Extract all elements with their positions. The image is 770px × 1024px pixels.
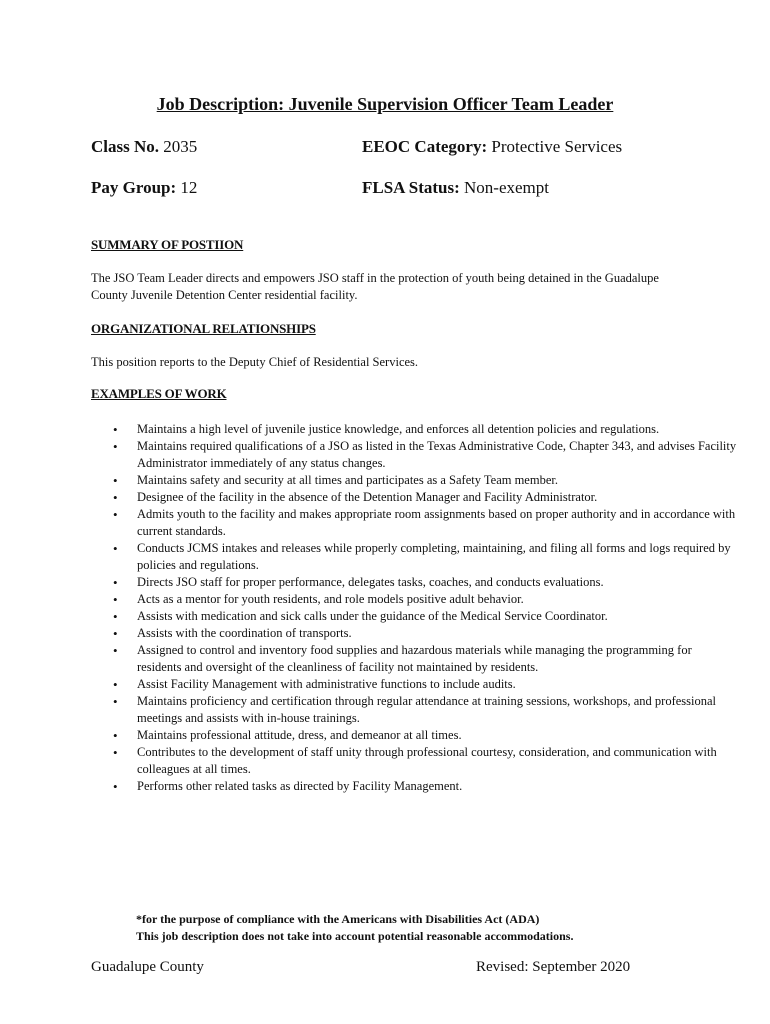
eeoc-category-label: EEOC Category: bbox=[362, 137, 488, 156]
pay-group-label: Pay Group: bbox=[91, 178, 177, 197]
footer-right: Revised: September 2020 bbox=[476, 959, 631, 975]
list-item: • Maintains safety and security at all times and participates as a Safety Team member. bbox=[137, 472, 737, 489]
class-no-field bbox=[91, 137, 197, 157]
org-relationships-heading: ORGANIZATIONAL RELATIONSHIPS bbox=[91, 321, 316, 336]
list-item: • Assist Facility Management with administrative functions to include audits. bbox=[137, 676, 737, 693]
flsa-status-field bbox=[362, 178, 549, 198]
list-item: • Acts as a mentor for youth residents, and role models positive adult behavior. bbox=[137, 591, 737, 608]
list-item: • Conducts JCMS intakes and releases while properly completing, maintaining, and filing all forms and logs required by policies and regulations. bbox=[137, 540, 737, 574]
page-title: Job Description: Juvenile Supervision Officer Team Leader bbox=[156, 94, 614, 114]
summary-text: The JSO Team Leader directs and empowers JSO staff in the protection of youth being detained in the Guadalupe County Juvenile Detention Center residential facility. bbox=[91, 271, 659, 302]
list-item: • Assists with medication and sick calls under the guidance of the Medical Service Coordinator. bbox=[137, 608, 737, 625]
class-no-label: Class No. bbox=[91, 137, 160, 156]
list-item: • Performs other related tasks as directed by Facility Management. bbox=[137, 778, 737, 795]
ada-notice-line2: This job description does not take into account potential reasonable accommodations. bbox=[136, 929, 574, 943]
list-item: • Maintains a high level of juvenile justice knowledge, and enforces all detention policies and regulations. bbox=[137, 421, 737, 438]
ada-notice bbox=[136, 911, 573, 945]
list-item: • Contributes to the development of staff unity through professional courtesy, consideration, and communication with colleagues at all times. bbox=[137, 744, 737, 778]
eeoc-category-value: Protective Services bbox=[491, 137, 623, 156]
pay-group-value: 12 bbox=[180, 178, 198, 197]
flsa-status-label: FLSA Status: bbox=[362, 178, 460, 197]
eeoc-category-field bbox=[362, 137, 622, 157]
list-item: • Assists with the coordination of transports. bbox=[137, 625, 737, 642]
class-no-value: 2035 bbox=[163, 137, 198, 156]
list-item: • Maintains proficiency and certification through regular attendance at training sessions, workshops, and professional meetings and assists with in-house trainings. bbox=[137, 693, 737, 727]
examples-list bbox=[91, 421, 737, 795]
examples-heading: EXAMPLES OF WORK bbox=[91, 386, 227, 401]
list-item: • Admits youth to the facility and makes appropriate room assignments based on proper authority and in accordance with current standards. bbox=[137, 506, 737, 540]
list-item: • Assigned to control and inventory food supplies and hazardous materials while managing the programming for residents and oversight of the cleanliness of facility not maintained by residents. bbox=[137, 642, 737, 676]
flsa-status-value: Non-exempt bbox=[464, 178, 550, 197]
list-item: • Directs JSO staff for proper performance, delegates tasks, coaches, and conducts evaluations. bbox=[137, 574, 737, 591]
pay-group-field bbox=[91, 178, 197, 198]
org-relationships-text: This position reports to the Deputy Chief of Residential Services. bbox=[91, 355, 419, 369]
list-item: • Maintains professional attitude, dress, and demeanor at all times. bbox=[137, 727, 737, 744]
list-item: • Designee of the facility in the absence of the Detention Manager and Facility Administrator. bbox=[137, 489, 737, 506]
list-item: • Maintains required qualifications of a JSO as listed in the Texas Administrative Code, Chapter 343, and advises Facility Administrator immediately of any status changes. bbox=[137, 438, 737, 472]
summary-heading: SUMMARY OF POSTIION bbox=[91, 237, 244, 252]
ada-notice-line1: *for the purpose of compliance with the Americans with Disabilities Act (ADA) bbox=[136, 912, 540, 926]
footer-left: Guadalupe County bbox=[91, 959, 204, 975]
